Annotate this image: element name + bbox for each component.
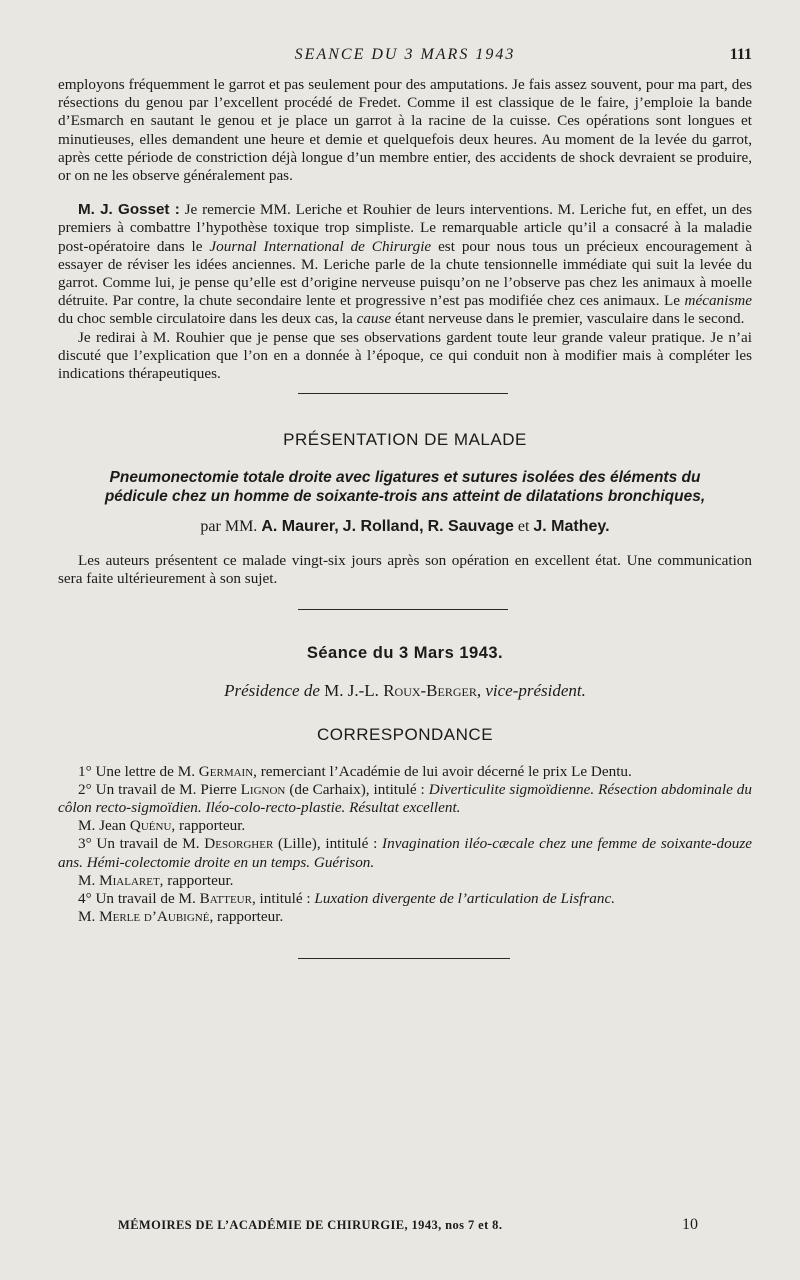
case-title: Pneumonectomie totale droite avec ligatures et sutures isolées des éléments du pédicule chez un homme de soixante-trois ans atteint de dilatations bronchiques, — [104, 469, 706, 506]
gosset-text-b: est pour nous tous un précieux encouragement à essayer de réviser les idées anciennes. M. Leriche parle de la chute tensionnelle immédiate qui suit la levée du garrot. Comme lui, je pense qu’elle est d’origine nerveuse puisqu’on ne l’observe pas chez les animaux à moelle détruite. Par contre, la chute secondaire lente et progressive n’est pas modifiée chez ces animaux. Le — [58, 237, 752, 310]
rap2-b: , rapporteur. — [171, 817, 246, 835]
intro-paragraph: employons fréquemment le garrot et pas seulement pour des amputations. Je fais assez souvent, pour ma part, des résections du genou par l’excellent procédé de Fredet. Comme il est classique de le faire, j’emploie la bande d’Esmarch en sautant le genou et je place un garrot à la racine de la cuisse. Ces opérations sont longues et minutieuses, elles demandent une heure et demie et quelquefois deux heures. Au moment de la levée du garrot, après cette période de constriction déjà longue d’un membre entier, des accidents de shock devraient se produire, or on ne les observe généralement pas. — [58, 76, 752, 185]
correspondance-rapporteur-2 — [58, 817, 752, 835]
item2-name: Lignon — [240, 780, 286, 798]
president-role: vice-président. — [485, 680, 586, 700]
presentation-heading: PRÉSENTATION DE MALADE — [283, 430, 527, 450]
rap3-b: , rapporteur. — [159, 871, 234, 889]
journal-title: Journal International de Chirurgie — [209, 237, 432, 255]
author-maurer: A. Maurer, — [261, 518, 339, 536]
section-divider — [298, 958, 510, 959]
item2-title: Diverticulite sigmoïdienne. Résection abdominale du côlon recto-sigmoïdien. Iléo-colo-recto-plastie. Résultat excellent. — [58, 780, 752, 817]
item2-text-b: (de Carhaix), intitulé : — [285, 780, 429, 798]
correspondance-rapporteur-3 — [58, 872, 752, 890]
cause-word: cause — [356, 310, 392, 328]
rap2-name: Quénu — [129, 817, 172, 835]
page-footer — [118, 1216, 698, 1238]
author-sauvage: R. Sauvage — [427, 518, 514, 536]
correspondance-item-3 — [58, 835, 752, 871]
correspondance-item-4 — [58, 890, 752, 908]
item2-text-a: 2° Un travail de M. Pierre — [78, 780, 241, 798]
gosset-paragraph-1 — [58, 201, 752, 328]
item1-text-b: , remerciant l’Académie de lui avoir décerné le prix Le Dentu. — [253, 762, 632, 780]
correspondance-item-2 — [58, 781, 752, 817]
president-name: Roux-Berger, — [383, 680, 482, 700]
rap4-b: , rapporteur. — [209, 908, 284, 926]
item1-text-a: 1° Une lettre de M. — [78, 762, 199, 780]
authors-line — [58, 518, 752, 536]
author-rolland: J. Rolland, — [342, 518, 424, 536]
presentation-body: Les auteurs présentent ce malade vingt-six jours après son opération en excellent état. Une communication sera faite ultérieurement à son sujet. — [58, 552, 752, 588]
rap3-name: Mialaret — [99, 871, 160, 889]
footer-journal: MÉMOIRES DE L’ACADÉMIE DE CHIRURGIE, 1943, nos 7 et 8. — [118, 1218, 503, 1232]
item3-name: Desorgher — [204, 835, 274, 853]
rap2-a: M. Jean — [78, 817, 130, 835]
item3-title: Invagination iléo-cæcale chez une femme de soixante-douze ans. Hémi-colectomie droite en un temps. Guérison. — [58, 835, 752, 871]
page-number: 111 — [729, 46, 752, 63]
item1-name: Germain — [198, 762, 254, 780]
authors-par: par MM. — [200, 518, 258, 536]
rap4-a: M. — [78, 908, 100, 926]
item4-name: Batteur — [199, 890, 252, 908]
gosset-paragraph-2: Je redirai à M. Rouhier que je pense que ses observations gardent toute leur grande valeur pratique. Je n’ai discuté que l’explication que l’on en a donnée à l’époque, ce qui conduit non à modifier mais à compléter les indications thérapeutiques. — [58, 328, 752, 383]
running-title: SEANCE DU 3 MARS 1943 — [294, 46, 516, 63]
gosset-text-d: étant nerveuse dans le premier, vasculaire dans le second. — [391, 310, 745, 328]
correspondance-rapporteur-4 — [58, 908, 752, 926]
authors-et: et — [517, 518, 530, 536]
signature-mark: 10 — [682, 1216, 698, 1233]
running-head — [58, 40, 752, 70]
item3-text-b: (Lille), intitulé : — [273, 835, 383, 853]
seance-title: Séance du 3 Mars 1943. — [306, 643, 504, 662]
mecanisme-word: mécanisme — [684, 292, 752, 310]
rap4-name: Merle d’Aubigné — [99, 908, 210, 926]
item4-text-a: 4° Un travail de M. — [78, 890, 200, 908]
author-mathey: J. Mathey. — [533, 518, 610, 536]
gosset-text-c: du choc semble circulatoire dans les deux cas, la — [58, 310, 357, 328]
correspondance-item-1 — [58, 763, 752, 781]
gosset-text-a: Je remercie MM. Leriche et Rouhier de leurs interventions. M. Leriche fut, en effet, un des premiers à combattre l’hypothèse toxique trop simpliste. Le remarquable article qu’il a consacré à la maladie post-opératoire dans le — [58, 201, 752, 255]
page — [58, 40, 752, 959]
item3-text-a: 3° Un travail de M. — [78, 835, 205, 853]
president-prefix: M. J.-L. — [324, 680, 379, 700]
rap3-a: M. — [78, 871, 100, 889]
item4-text-b: , intitulé : — [251, 890, 315, 908]
speaker-name: M. J. Gosset : — [78, 201, 180, 219]
item4-title: Luxation divergente de l’articulation de Lisfranc. — [314, 890, 616, 908]
correspondance-heading: CORRESPONDANCE — [316, 724, 494, 744]
presidence-line — [58, 681, 752, 701]
presidence-label: Présidence de — [224, 680, 320, 700]
